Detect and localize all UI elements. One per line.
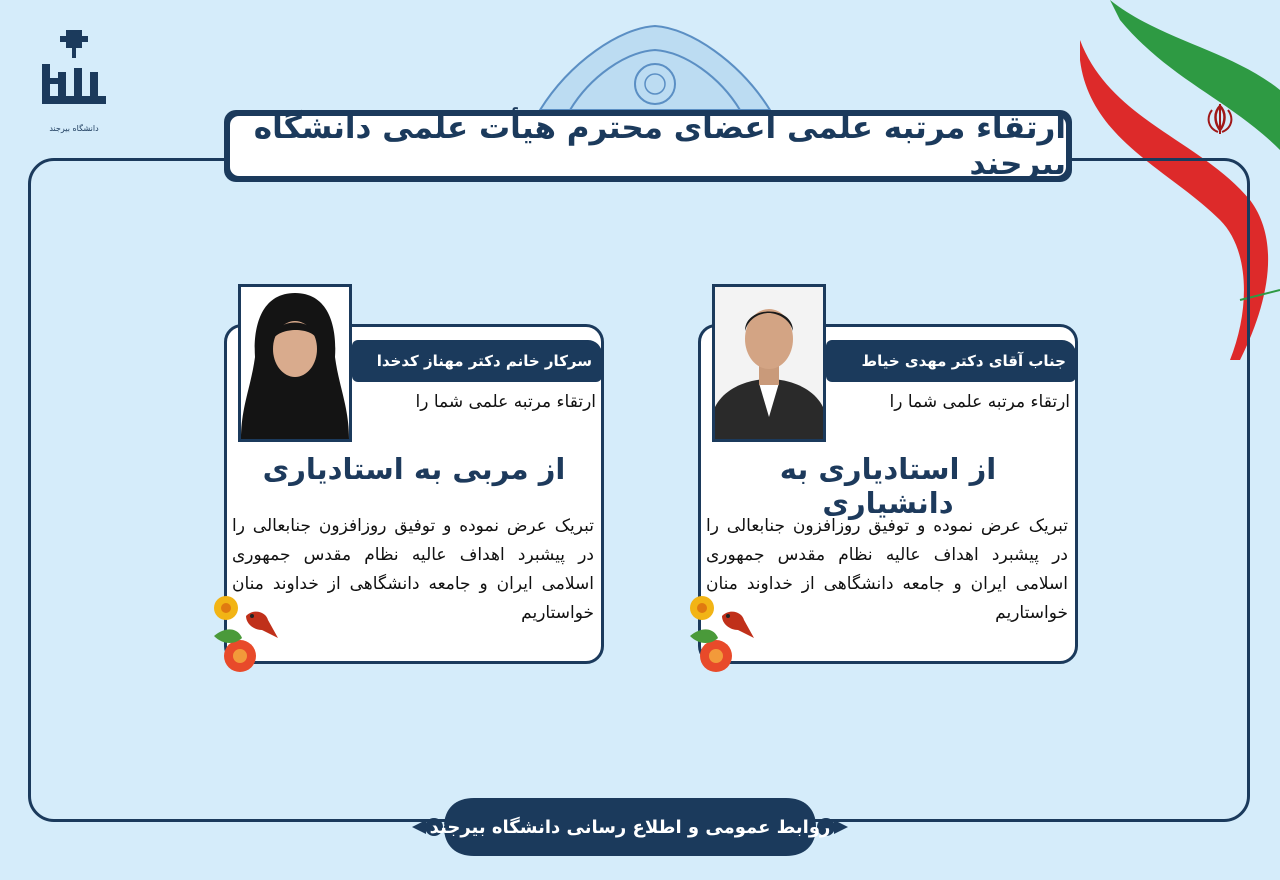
rank-right: از استادیاری به دانشیاری <box>779 452 997 520</box>
page-title: ارتقاء مرتبه علمی اعضای محترم هیأت علمی دانشگاه بیرجند <box>230 116 1066 176</box>
man-portrait-icon <box>715 287 823 439</box>
logo-caption: دانشگاه بیرجند <box>49 124 99 133</box>
profile-photo-left <box>238 284 352 442</box>
person-name-right: جناب آقای دکتر مهدی خیاط <box>826 340 1076 382</box>
university-logo-mark-icon <box>36 28 112 118</box>
flower-bird-decoration-icon <box>196 586 286 678</box>
subtitle-right: ارتقاء مرتبه علمی شما را <box>889 392 1070 412</box>
ornament-top-decoration <box>530 22 780 112</box>
person-name-left: سرکار خانم دکتر مهناز کدخدا <box>352 340 602 382</box>
subtitle-left: ارتقاء مرتبه علمی شما را <box>415 392 596 412</box>
iran-emblem-icon <box>1200 100 1240 140</box>
message-left: تبریک عرض نموده و توفیق روزافزون جنابعالی را در پیشبرد اهداف عالیه نظام مقدس جمهوری اسلامی ایران و جامعه دانشگاهی از خداوند منان خواستاریم <box>232 516 594 623</box>
footer-banner <box>404 790 856 864</box>
woman-portrait-icon <box>241 287 349 439</box>
rank-left: از مربی به استادیاری <box>262 452 566 486</box>
profile-photo-right <box>712 284 826 442</box>
footer-text: روابط عمومی و اطلاع رسانی دانشگاه بیرجند <box>429 816 831 838</box>
title-banner <box>224 110 1072 182</box>
message-right: تبریک عرض نموده و توفیق روزافزون جنابعالی را در پیشبرد اهداف عالیه نظام مقدس جمهوری اسلامی ایران و جامعه دانشگاهی از خداوند منان خواستاریم <box>706 516 1068 623</box>
flower-bird-decoration-icon <box>672 586 762 678</box>
university-logo <box>32 28 116 148</box>
